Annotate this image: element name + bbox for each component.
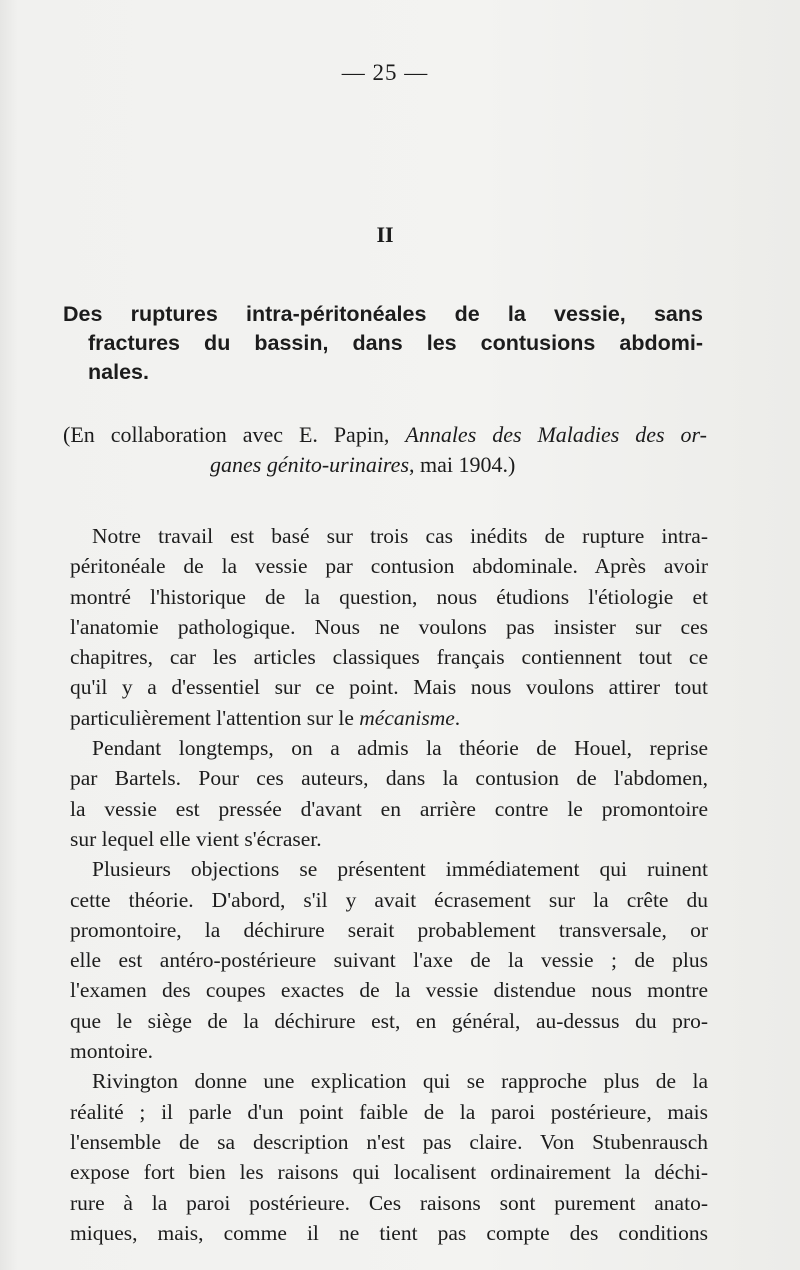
paragraph [70,1066,708,1248]
text-line: miques, mais, comme il ne tient pas compte des conditions [70,1220,708,1245]
text-line: rure à la paroi postérieure. Ces raisons sont purement anato- [70,1190,708,1215]
citation-line [63,420,707,450]
text-line: par Bartels. Pour ces auteurs, dans la contusion de l'abdomen, [70,766,708,791]
body-text [70,521,708,1248]
citation [63,420,707,480]
text-line: l'ensemble de sa description n'est pas claire. Von Stubenrausch [70,1129,708,1154]
text-line: l'anatomie pathologique. Nous ne voulons pas insister sur ces [70,614,708,639]
paragraph [70,733,708,854]
text-line: expose fort bien les raisons qui localisent ordinairement la déchi- [70,1160,708,1185]
section-numeral: II [376,222,394,247]
text-line: montoire. [70,1039,153,1064]
emphasis-term: mécanisme [359,705,455,730]
text-line: Rivington donne une explication qui se rapproche plus de la [92,1069,708,1094]
text-line: sur lequel elle vient s'écraser. [70,826,322,851]
text-line: qu'il y a d'essentiel sur ce point. Mais nous voulons attirer tout [70,675,708,700]
citation-date: , mai 1904.) [409,452,516,477]
heading-line: nales. [88,360,149,384]
text-line: réalité ; il parle d'un point faible de la paroi postérieure, mais [70,1099,708,1124]
text-line: Plusieurs objections se présentent immédiatement qui ruinent [92,857,708,882]
heading-line: Des ruptures intra-péritonéales de la vessie, sans [63,302,703,326]
citation-line [63,450,707,480]
text-line: Notre travail est basé sur trois cas inédits de rupture intra- [92,524,708,548]
heading-line: fractures du bassin, dans les contusions abdomi- [88,331,703,355]
text-line [70,703,708,733]
citation-journal-part1: Annales des Maladies des or- [405,422,707,447]
text-line: elle est antéro-postérieure suivant l'axe de la vessie ; de plus [70,948,708,973]
text-line: montré l'historique de la question, nous étudions l'étiologie et [70,584,708,609]
text-fragment: . [454,705,461,730]
text-line: Pendant longtemps, on a admis la théorie de Houel, reprise [92,736,708,761]
paragraph [70,521,708,733]
text-fragment: particulièrement l'attention sur le [70,705,360,730]
text-line: promontoire, la déchirure serait probablement transversale, or [70,917,708,942]
text-line: l'examen des coupes exactes de la vessie distendue nous montre [70,978,708,1003]
citation-journal-part2: ganes génito-urinaires [210,452,409,477]
paragraph [70,854,708,1066]
article-heading [63,300,703,387]
text-line: que le siège de la déchirure est, en général, au-dessus du pro- [70,1008,708,1033]
citation-prefix: (En collaboration avec E. Papin, [63,422,406,447]
text-line: cette théorie. D'abord, s'il y avait écrasement sur la crête du [70,887,708,912]
text-line: la vessie est pressée d'avant en arrière contre le promontoire [70,796,708,821]
text-line: chapitres, car les articles classiques français contiennent tout ce [70,645,708,670]
text-line: péritonéale de la vessie par contusion abdominale. Après avoir [70,554,708,579]
page-number: — 25 — [341,60,429,85]
